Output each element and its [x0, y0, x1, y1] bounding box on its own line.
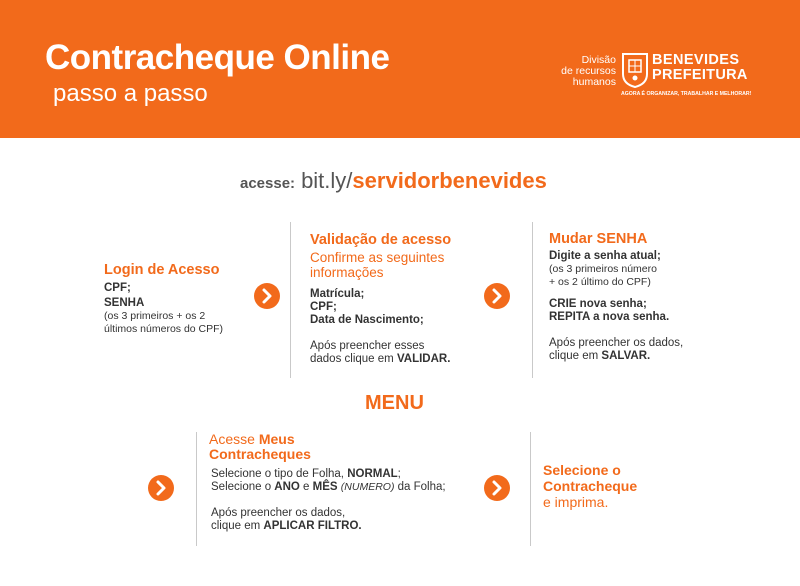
- step4-mes: MÊS: [312, 481, 338, 493]
- step2-item-1: Matrícula;: [310, 288, 365, 300]
- step2-subtitle: [310, 250, 444, 280]
- step4-numero: (NUMERO): [340, 481, 395, 493]
- step4-after-1: Após preencher os dados,: [211, 507, 346, 519]
- step2-validar: VALIDAR.: [396, 353, 451, 365]
- step4-title-prefix: Acesse: [209, 431, 259, 447]
- step2-sub-2: informações: [310, 265, 384, 280]
- step3-line-3: REPITA a nova senha.: [549, 311, 670, 323]
- step3-body: [549, 250, 683, 363]
- step4-line-2-mid: e: [299, 481, 313, 493]
- access-link-prefix: bit.ly/: [301, 168, 353, 193]
- step2-after-2: dados clique em: [310, 353, 397, 365]
- step3-note-1: (os 3 primeiros número: [549, 263, 657, 275]
- step2-after-1: Após preencher esses: [310, 340, 425, 352]
- access-link-bold: servidorbenevides: [352, 168, 547, 193]
- header-banner: [0, 0, 800, 138]
- division-line-3: humanos: [572, 76, 616, 88]
- divider-4: [530, 432, 531, 546]
- chevron-right-icon: [484, 475, 510, 501]
- step1-title: Login de Acesso: [104, 262, 220, 278]
- brand-slogan: AGORA É ORGANIZAR, TRABALHAR E MELHORAR!: [621, 91, 752, 97]
- step1-note-2: últimos números do CPF): [104, 323, 224, 335]
- step4-ano: ANO: [274, 481, 300, 493]
- step4-after-2: clique em: [211, 520, 264, 532]
- step5-line-2: Contracheque: [543, 478, 638, 494]
- access-link[interactable]: [301, 168, 547, 193]
- divider-2: [532, 222, 533, 378]
- step5-line-3: e imprima.: [543, 494, 609, 510]
- step1-senha: SENHA: [104, 297, 145, 309]
- chevron-right-icon: [484, 283, 510, 309]
- step4-line-1: Selecione o tipo de Folha,: [211, 468, 348, 480]
- step4-title-bold-1: Meus: [258, 431, 295, 447]
- step1-cpf: CPF;: [104, 282, 131, 294]
- step2-item-2: CPF;: [310, 301, 337, 313]
- step3-line-1: Digite a senha atual;: [549, 250, 661, 262]
- division-line-2: de recursos: [561, 65, 616, 77]
- menu-title: MENU: [365, 392, 424, 414]
- step3-title: Mudar SENHA: [549, 231, 648, 247]
- step4-title-bold-2: Contracheques: [209, 446, 311, 462]
- step2-sub-1: Confirme as seguintes: [310, 250, 445, 265]
- step2-item-3: Data de Nascimento;: [310, 314, 424, 326]
- access-label: acesse:: [240, 175, 296, 192]
- step5-text: [543, 462, 637, 510]
- step4-line-2: Selecione o: [211, 481, 275, 493]
- step5-line-1: Selecione o: [543, 462, 621, 478]
- access-line: [240, 168, 547, 194]
- brand-subname: PREFEITURA: [652, 67, 748, 83]
- step2-items: [310, 288, 450, 366]
- divider-1: [290, 222, 291, 378]
- step4-aplicar-filtro: APLICAR FILTRO.: [263, 520, 362, 532]
- step4-normal: NORMAL: [347, 468, 398, 480]
- step4-body: [211, 468, 446, 533]
- step3-after-2: clique em: [549, 350, 602, 362]
- step2-title: Validação de acesso: [310, 232, 452, 248]
- step4-line-2-suffix: da Folha;: [394, 481, 446, 493]
- step3-salvar: SALVAR.: [601, 350, 651, 362]
- step1-note-1: (os 3 primeiros + os 2: [104, 310, 206, 322]
- divider-3: [196, 432, 197, 546]
- step3-line-2: CRIE nova senha;: [549, 298, 647, 310]
- brand-name: BENEVIDES: [652, 52, 740, 68]
- chevron-right-icon: [254, 283, 280, 309]
- division-line-1: Divisão: [581, 54, 616, 66]
- page-subtitle: passo a passo: [53, 80, 208, 107]
- chevron-right-icon: [148, 475, 174, 501]
- step4-title: [209, 432, 311, 462]
- step3-after-1: Após preencher os dados,: [549, 337, 684, 349]
- step3-note-2: + os 2 último do CPF): [549, 276, 651, 288]
- city-crest-icon: [621, 52, 649, 88]
- page-title: Contracheque Online: [45, 38, 390, 77]
- step1-body: [104, 282, 223, 336]
- step4-line-1-suffix: ;: [397, 468, 401, 480]
- division-label: [552, 55, 616, 88]
